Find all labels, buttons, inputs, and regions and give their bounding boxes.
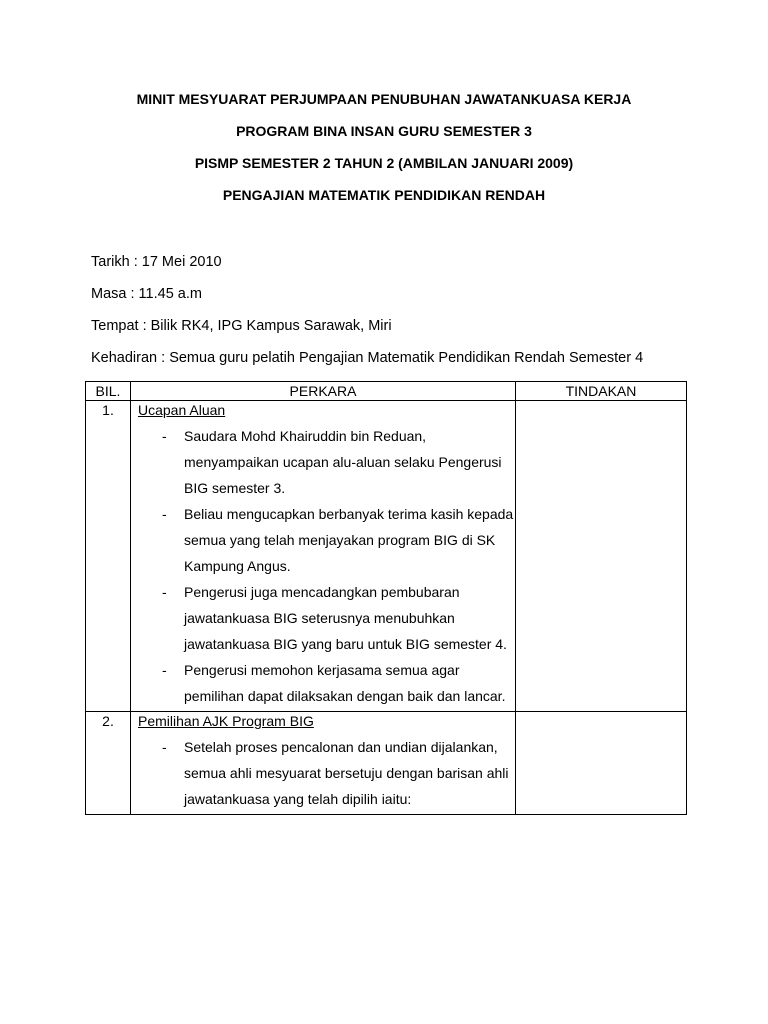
dash-bullet: - <box>162 506 167 522</box>
list-item <box>138 657 515 709</box>
meeting-attendance: Kehadiran : Semua guru pelatih Pengajian Matematik Pendidikan Rendah Semester 4 <box>91 350 644 366</box>
table-row <box>86 712 687 815</box>
point-list <box>138 423 515 709</box>
point-text: Saudara Mohd Khairuddin bin Reduan, menyampaikan ucapan alu-aluan selaku Pengerusi BIG semester 3. <box>184 428 502 496</box>
list-item <box>138 423 515 501</box>
list-item <box>138 734 515 812</box>
point-text: Beliau mengucapkan berbanyak terima kasih kepada semua yang telah menjayakan program BIG di SK Kampung Angus. <box>184 506 514 574</box>
meeting-time: Masa : 11.45 a.m <box>91 286 202 302</box>
dash-bullet: - <box>162 584 167 600</box>
title-line-1: MINIT MESYUARAT PERJUMPAAN PENUBUHAN JAWATANKUASA KERJA <box>136 91 632 107</box>
row-number: 1. <box>86 401 131 712</box>
title-line-4: PENGAJIAN MATEMATIK PENDIDIKAN RENDAH <box>222 187 546 203</box>
row-action <box>516 401 687 712</box>
topic-title: Pemilihan AJK Program BIG <box>138 713 314 729</box>
dash-bullet: - <box>162 739 167 755</box>
meeting-place: Tempat : Bilik RK4, IPG Kampus Sarawak, Miri <box>91 318 392 334</box>
meeting-date: Tarikh : 17 Mei 2010 <box>91 254 222 270</box>
row-topic <box>131 401 516 712</box>
list-item <box>138 501 515 579</box>
row-action <box>516 712 687 815</box>
point-text: Setelah proses pencalonan dan undian dijalankan, semua ahli mesyuarat bersetuju dengan barisan ahli jawatankuasa yang telah dipilih iaitu: <box>184 739 509 807</box>
list-item <box>138 579 515 657</box>
topic-title: Ucapan Aluan <box>138 402 226 418</box>
point-text: Pengerusi memohon kerjasama semua agar pemilihan dapat dilaksakan dengan baik dan lancar. <box>184 662 506 704</box>
minutes-table <box>85 381 687 815</box>
point-list <box>138 734 515 812</box>
row-topic <box>131 712 516 815</box>
header-perkara: PERKARA <box>131 382 516 401</box>
title-line-2: PROGRAM BINA INSAN GURU SEMESTER 3 <box>236 123 532 139</box>
dash-bullet: - <box>162 662 167 678</box>
meeting-details <box>91 248 711 376</box>
title-line-3: PISMP SEMESTER 2 TAHUN 2 (AMBILAN JANUARI 2009) <box>194 155 574 171</box>
document-header <box>0 88 768 216</box>
table-header-row <box>86 382 687 401</box>
header-bil: BIL. <box>86 382 131 401</box>
point-text: Pengerusi juga mencadangkan pembubaran jawatankuasa BIG seterusnya menubuhkan jawatankuasa BIG yang baru untuk BIG semester 4. <box>184 584 507 652</box>
header-tindakan: TINDAKAN <box>516 382 687 401</box>
dash-bullet: - <box>162 428 167 444</box>
row-number: 2. <box>86 712 131 815</box>
table-row <box>86 401 687 712</box>
